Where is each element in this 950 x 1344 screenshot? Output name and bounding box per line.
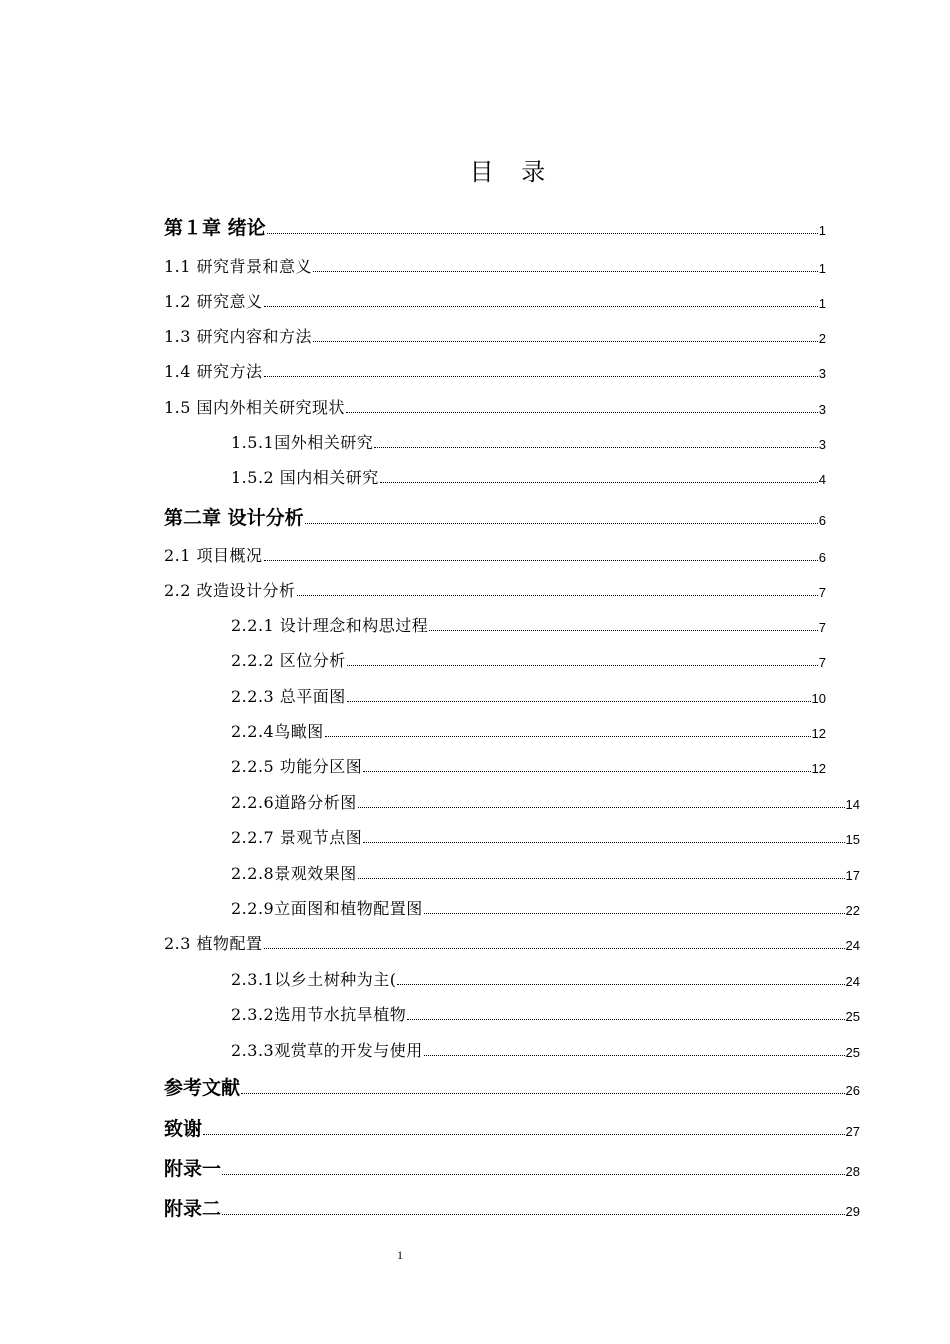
toc-entry[interactable] — [164, 1158, 860, 1180]
toc-entry-page: 1 — [818, 223, 826, 238]
toc-dot-leader — [222, 1173, 845, 1175]
toc-entry[interactable] — [231, 433, 826, 453]
toc-entry[interactable] — [231, 1005, 860, 1025]
toc-dot-leader — [297, 594, 818, 596]
toc-entry-page: 17 — [845, 868, 860, 883]
toc-dot-leader — [358, 877, 845, 879]
toc-entry[interactable] — [164, 581, 826, 601]
toc-entry-page: 1 — [818, 296, 826, 311]
toc-entry-label: 2.1 项目概况 — [164, 546, 263, 565]
toc-dot-leader — [347, 664, 818, 666]
toc-dot-leader — [380, 481, 818, 483]
toc-entry[interactable] — [164, 292, 826, 312]
toc-entry[interactable] — [231, 864, 860, 884]
toc-entry-page: 7 — [818, 655, 826, 670]
toc-entry[interactable] — [231, 757, 826, 777]
page-number-footer: 1 — [397, 1248, 403, 1262]
toc-entry[interactable] — [164, 1198, 860, 1220]
toc-entry-label: 2.3 植物配置 — [164, 934, 263, 953]
toc-entry-label: 2.3.1以乡土树种为主( — [231, 970, 397, 989]
toc-dot-leader — [363, 770, 810, 772]
toc-entry[interactable] — [164, 327, 826, 347]
toc-entry-page: 3 — [818, 437, 826, 452]
toc-entry-page: 6 — [818, 513, 826, 528]
toc-entry-page: 14 — [845, 797, 860, 812]
toc-entry[interactable] — [164, 1118, 860, 1140]
toc-entry-page: 7 — [818, 585, 826, 600]
toc-dot-leader — [241, 1092, 845, 1094]
toc-dot-leader — [264, 559, 818, 561]
toc-entry[interactable] — [231, 828, 860, 848]
toc-entry-page: 26 — [845, 1083, 860, 1098]
toc-entry-page: 4 — [818, 472, 826, 487]
toc-dot-leader — [325, 735, 811, 737]
toc-entry[interactable] — [231, 651, 826, 671]
toc-entry-page: 27 — [845, 1124, 860, 1139]
toc-entry[interactable] — [164, 398, 826, 418]
toc-entry[interactable] — [164, 362, 826, 382]
toc-entry-page: 7 — [818, 620, 826, 635]
toc-dot-leader — [203, 1133, 845, 1135]
toc-entry[interactable] — [164, 546, 826, 566]
toc-entry[interactable] — [164, 507, 826, 529]
toc-entry-page: 12 — [811, 726, 826, 741]
toc-entry[interactable] — [231, 970, 860, 990]
toc-entry[interactable] — [164, 1077, 860, 1099]
toc-entry-page: 6 — [818, 550, 826, 565]
toc-dot-leader — [313, 270, 818, 272]
toc-entry-label: 2.2 改造设计分析 — [164, 581, 296, 600]
toc-entry-label: 1.2 研究意义 — [164, 292, 263, 311]
toc-entry[interactable] — [231, 687, 826, 707]
toc-entry-label: 第二章 设计分析 — [164, 507, 304, 529]
toc-entry[interactable] — [231, 722, 826, 742]
toc-entry[interactable] — [231, 793, 860, 813]
toc-dot-leader — [264, 305, 818, 307]
toc-entry-label: 2.2.5 功能分区图 — [231, 757, 363, 776]
toc-entry-label: 致谢 — [164, 1118, 203, 1140]
toc-dot-leader — [305, 522, 818, 524]
toc-entry-label: 第１章 绪论 — [164, 217, 266, 239]
toc-entry-label: 1.1 研究背景和意义 — [164, 257, 313, 276]
toc-dot-leader — [346, 411, 818, 413]
toc-entry-page: 29 — [845, 1204, 860, 1219]
toc-entry[interactable] — [231, 1041, 860, 1061]
toc-dot-leader — [222, 1213, 845, 1215]
toc-entry-page: 2 — [818, 331, 826, 346]
toc-entry-label: 2.2.3 总平面图 — [231, 687, 346, 706]
toc-entry-page: 28 — [845, 1164, 860, 1179]
toc-entry-label: 2.3.3观赏草的开发与使用 — [231, 1041, 423, 1060]
toc-entry-label: 参考文献 — [164, 1077, 241, 1099]
toc-dot-leader — [429, 629, 817, 631]
toc-dot-leader — [347, 700, 811, 702]
toc-entry-label: 2.2.9立面图和植物配置图 — [231, 899, 423, 918]
toc-entry-label: 1.5.2 国内相关研究 — [231, 468, 379, 487]
toc-entry-label: 2.2.1 设计理念和构思过程 — [231, 616, 429, 635]
toc-dot-leader — [264, 375, 818, 377]
toc-entry-label: 2.2.7 景观节点图 — [231, 828, 363, 847]
toc-dot-leader — [358, 806, 845, 808]
toc-entry[interactable] — [231, 468, 826, 488]
toc-entry-page: 10 — [811, 691, 826, 706]
toc-entry[interactable] — [164, 217, 826, 239]
toc-entry-page: 22 — [845, 903, 860, 918]
toc-entry-page: 15 — [845, 832, 860, 847]
toc-entry-page: 3 — [818, 402, 826, 417]
toc-entry-label: 2.2.2 区位分析 — [231, 651, 346, 670]
toc-entry-label: 2.2.8景观效果图 — [231, 864, 357, 883]
toc-dot-leader — [397, 983, 844, 985]
toc-entry-label: 附录一 — [164, 1158, 222, 1180]
toc-dot-leader — [264, 947, 845, 949]
toc-entry-page: 24 — [845, 974, 860, 989]
toc-entry-label: 1.5 国内外相关研究现状 — [164, 398, 346, 417]
toc-entry[interactable] — [164, 257, 826, 277]
toc-entry-page: 25 — [845, 1045, 860, 1060]
toc-title: 目 录 — [469, 158, 556, 186]
toc-dot-leader — [313, 340, 818, 342]
toc-entry-label: 2.2.6道路分析图 — [231, 793, 357, 812]
toc-entry[interactable] — [164, 934, 860, 954]
toc-dot-leader — [363, 841, 844, 843]
toc-entry-label: 1.4 研究方法 — [164, 362, 263, 381]
toc-entry-page: 12 — [811, 761, 826, 776]
toc-entry-page: 3 — [818, 366, 826, 381]
toc-entry-label: 2.2.4鸟瞰图 — [231, 722, 324, 741]
toc-dot-leader — [374, 446, 818, 448]
toc-dot-leader — [424, 912, 845, 914]
toc-dot-leader — [407, 1018, 844, 1020]
toc-entry-page: 25 — [845, 1009, 860, 1024]
toc-entry-page: 1 — [818, 261, 826, 276]
toc-entry-label: 附录二 — [164, 1198, 222, 1220]
toc-entry-label: 1.3 研究内容和方法 — [164, 327, 313, 346]
toc-entry-label: 1.5.1国外相关研究 — [231, 433, 374, 452]
toc-dot-leader — [424, 1054, 845, 1056]
toc-entry-page: 24 — [845, 938, 860, 953]
toc-entry-label: 2.3.2选用节水抗旱植物 — [231, 1005, 407, 1024]
toc-dot-leader — [267, 232, 818, 234]
toc-entry[interactable] — [231, 899, 860, 919]
toc-entry[interactable] — [231, 616, 826, 636]
